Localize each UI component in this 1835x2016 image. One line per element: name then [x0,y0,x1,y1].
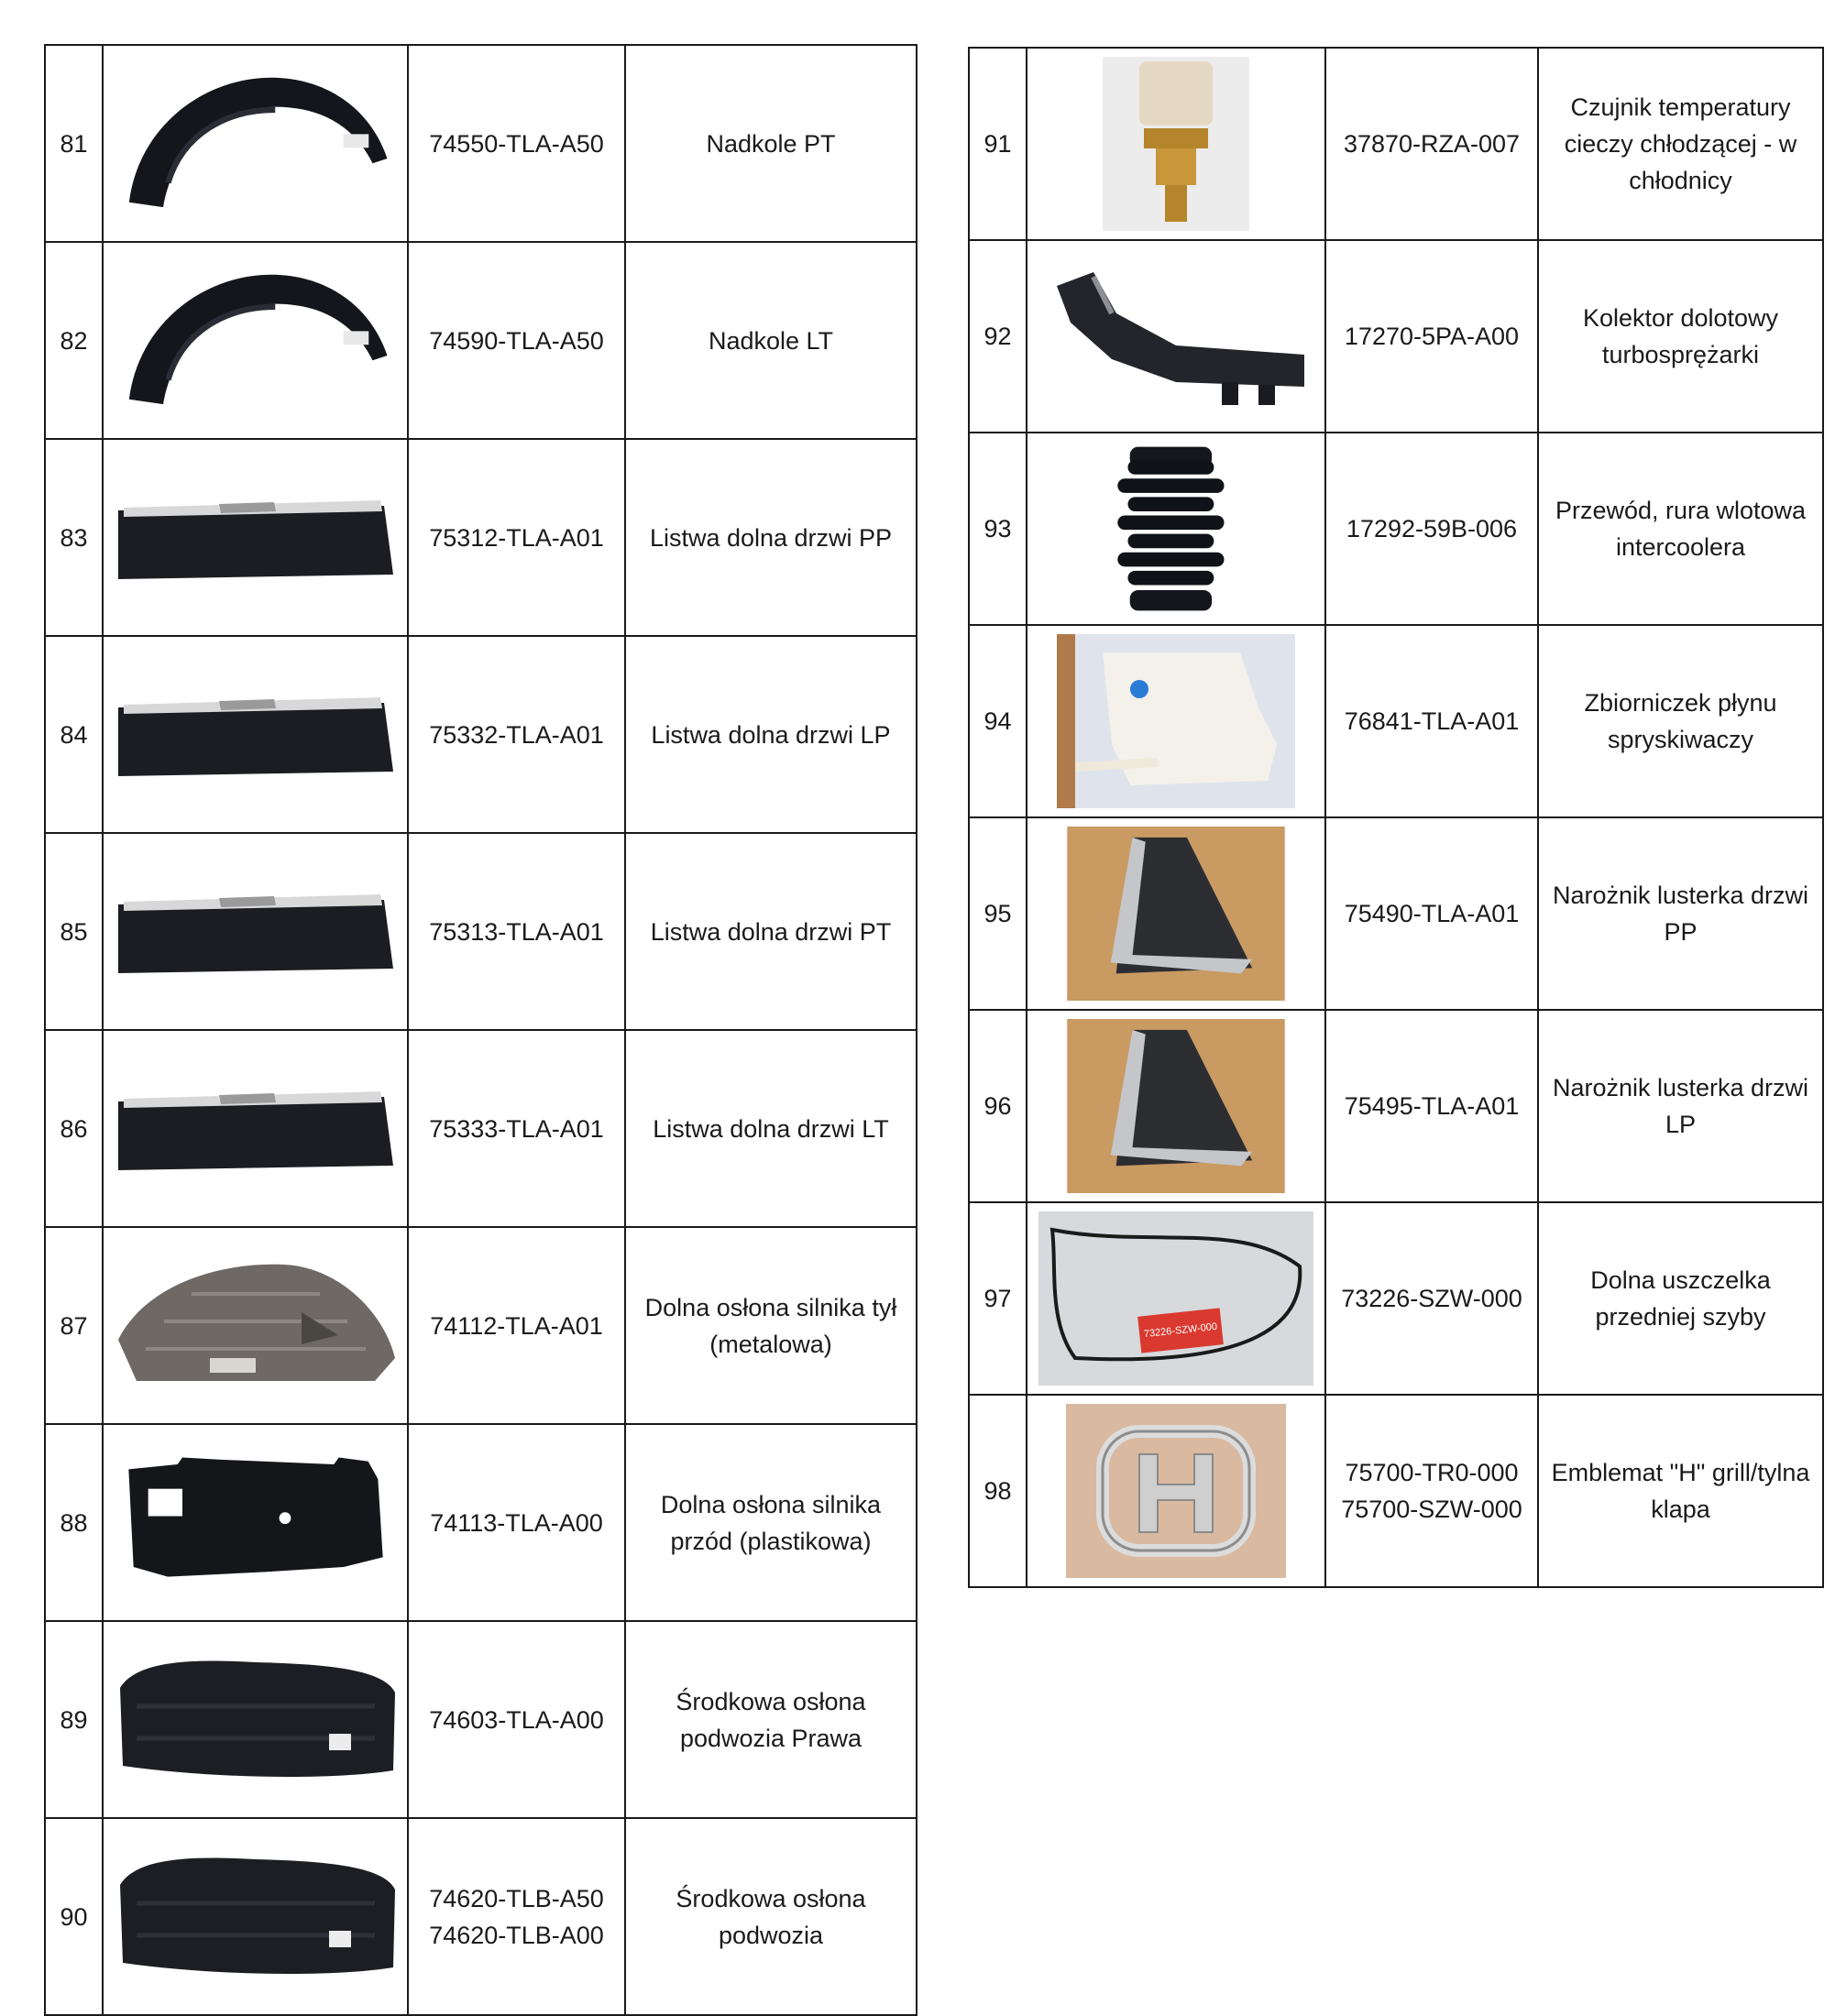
part-number: 74550-TLA-A50 [408,45,625,242]
part-description: Emblemat "H" grill/tylna klapa [1538,1395,1823,1587]
table-row-87 [45,1227,917,1424]
part-photo [103,1030,408,1227]
part-number: 75333-TLA-A01 [408,1030,625,1227]
part-number: 74112-TLA-A01 [408,1227,625,1424]
part-number: 37870-RZA-007 [1325,48,1538,240]
item-number: 95 [969,817,1027,1010]
part-description: Nadkole LT [625,242,917,439]
temperature-sensor-icon [1027,57,1324,231]
part-description: Listwa dolna drzwi LP [625,636,917,833]
part-description: Listwa dolna drzwi PP [625,439,917,636]
part-number: 17270-5PA-A00 [1325,240,1538,433]
part-photo [1027,1395,1325,1587]
part-photo [1027,1202,1325,1395]
table-row-95 [969,817,1823,1010]
door-trim-strip-icon [104,460,407,616]
part-photo [103,439,408,636]
washer-reservoir-icon [1027,634,1324,808]
table-row-92 [969,240,1823,433]
item-number: 81 [45,45,103,242]
table-row-96 [969,1010,1823,1202]
part-photo [103,45,408,242]
part-description: Narożnik lusterka drzwi LP [1538,1010,1823,1202]
part-number: 75490-TLA-A01 [1325,817,1538,1010]
part-photo [103,1818,408,2015]
mirror-corner-trim-icon [1027,1019,1324,1193]
part-photo [1027,48,1325,240]
table-row-82 [45,242,917,439]
part-description: Nadkole PT [625,45,917,242]
part-description: Listwa dolna drzwi PT [625,833,917,1030]
parts-table-right [968,47,1824,1588]
table-row-88 [45,1424,917,1621]
part-description: Dolna osłona silnika tył (metalowa) [625,1227,917,1424]
item-number: 98 [969,1395,1027,1587]
part-number: 74590-TLA-A50 [408,242,625,439]
part-number: 74620-TLB-A50 74620-TLB-A00 [408,1818,625,2015]
part-number: 76841-TLA-A01 [1325,625,1538,817]
part-number: 74113-TLA-A00 [408,1424,625,1621]
part-number: 74603-TLA-A00 [408,1621,625,1818]
item-number: 83 [45,439,103,636]
part-photo [1027,1010,1325,1202]
part-photo [103,636,408,833]
table-row-91 [969,48,1823,240]
part-description: Listwa dolna drzwi LT [625,1030,917,1227]
part-number: 75312-TLA-A01 [408,439,625,636]
plastic-engine-cover-icon [104,1445,407,1601]
part-photo [1027,817,1325,1010]
table-row-97 [969,1202,1823,1395]
part-description: Środkowa osłona podwozia Prawa [625,1621,917,1818]
table-row-93 [969,433,1823,625]
svg-text:73226-SZW-000: 73226-SZW-000 [1143,1320,1218,1341]
table-row-98 [969,1395,1823,1587]
table-row-86 [45,1030,917,1227]
door-trim-strip-icon [104,1051,407,1207]
table-row-94 [969,625,1823,817]
windshield-seal-icon [1027,1211,1324,1386]
part-description: Dolna osłona silnika przód (plastikowa) [625,1424,917,1621]
item-number: 88 [45,1424,103,1621]
underbody-cover-icon [104,1642,407,1798]
part-photo [1027,240,1325,433]
part-number: 75332-TLA-A01 [408,636,625,833]
item-number: 97 [969,1202,1027,1395]
wheel-arch-liner-icon [104,66,407,222]
part-description: Dolna uszczelka przedniej szyby [1538,1202,1823,1395]
table-row-81 [45,45,917,242]
table-row-84 [45,636,917,833]
metal-engine-cover-icon [104,1248,407,1404]
part-number: 73226-SZW-000 [1325,1202,1538,1395]
intake-manifold-icon [1027,249,1324,423]
item-number: 82 [45,242,103,439]
part-description: Czujnik temperatury cieczy chłodzącej - w chłodnicy [1538,48,1823,240]
wheel-arch-liner-icon [104,263,407,419]
door-trim-strip-icon [104,657,407,813]
table-row-85 [45,833,917,1030]
corrugated-hose-icon [1027,442,1324,616]
item-number: 84 [45,636,103,833]
item-number: 85 [45,833,103,1030]
part-number: 75495-TLA-A01 [1325,1010,1538,1202]
door-trim-strip-icon [104,854,407,1010]
parts-table-left [44,44,918,2016]
part-number: 75313-TLA-A01 [408,833,625,1030]
item-number: 91 [969,48,1027,240]
item-number: 94 [969,625,1027,817]
part-photo [103,833,408,1030]
part-photo [1027,433,1325,625]
part-photo [103,1621,408,1818]
part-photo [103,1424,408,1621]
part-description: Narożnik lusterka drzwi PP [1538,817,1823,1010]
part-photo [1027,625,1325,817]
item-number: 87 [45,1227,103,1424]
h-emblem-icon [1027,1404,1324,1578]
table-row-89 [45,1621,917,1818]
part-number: 75700-TR0-000 75700-SZW-000 [1325,1395,1538,1587]
item-number: 86 [45,1030,103,1227]
part-photo [103,1227,408,1424]
part-photo [103,242,408,439]
item-number: 96 [969,1010,1027,1202]
item-number: 92 [969,240,1027,433]
part-description: Zbiorniczek płynu spryskiwaczy [1538,625,1823,817]
item-number: 89 [45,1621,103,1818]
table-row-83 [45,439,917,636]
part-description: Przewód, rura wlotowa intercoolera [1538,433,1823,625]
table-row-90 [45,1818,917,2015]
item-number: 90 [45,1818,103,2015]
mirror-corner-trim-icon [1027,827,1324,1001]
part-description: Kolektor dolotowy turbosprężarki [1538,240,1823,433]
part-number: 17292-59B-006 [1325,433,1538,625]
part-description: Środkowa osłona podwozia [625,1818,917,2015]
item-number: 93 [969,433,1027,625]
underbody-cover-icon [104,1839,407,1995]
